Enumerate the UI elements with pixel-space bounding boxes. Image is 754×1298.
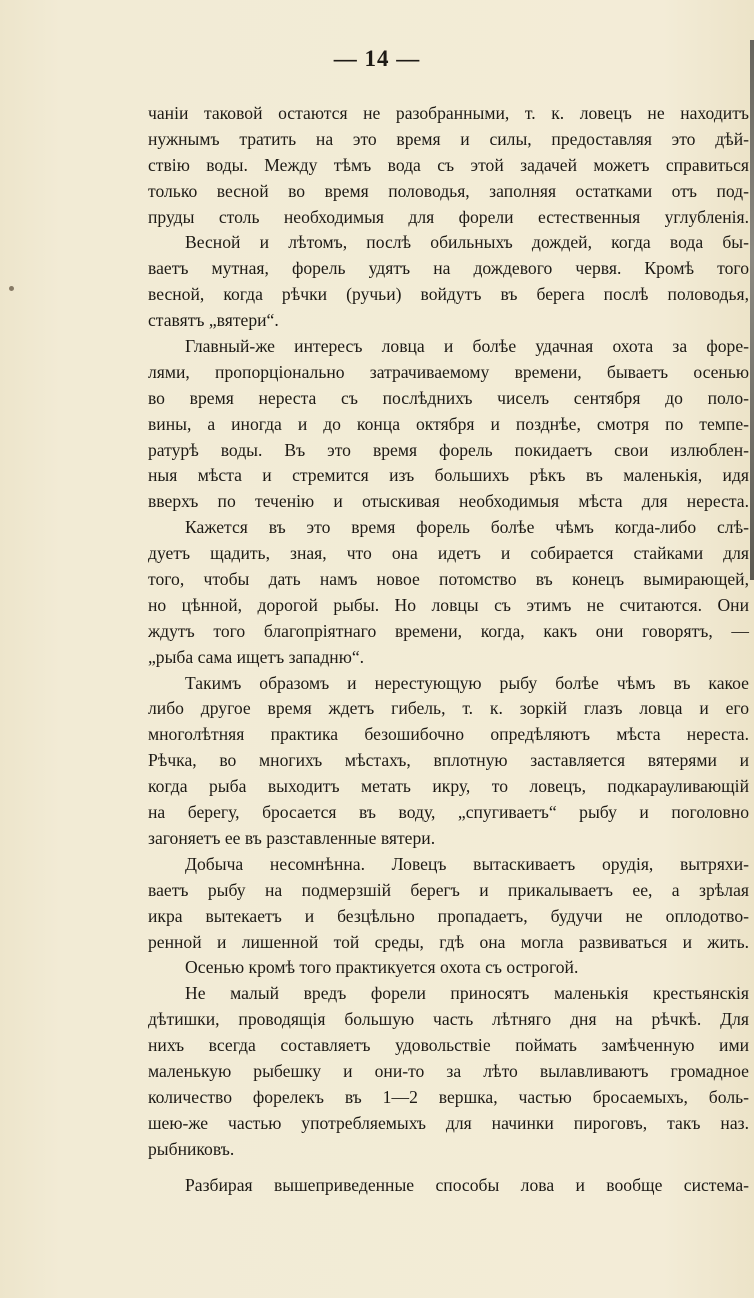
text-line: пруды столь необходимыя для форели естественныя углубленія. <box>148 206 749 227</box>
text-line: Разбирая вышеприведенные способы лова и вообще система- <box>185 1174 749 1195</box>
paragraph <box>148 1173 749 1199</box>
text-line: нужнымъ тратить на это время и силы, предоставляя это дѣй- <box>148 128 749 149</box>
paragraph <box>148 981 749 1162</box>
text-line: ставятъ „вятери“. <box>148 310 279 331</box>
text-line: дѣтишки, проводящія большую часть лѣтняго дня на рѣчкѣ. Для <box>148 1009 749 1030</box>
text-line: но цѣнной, дорогой рыбы. Но ловцы съ этимъ не считаются. Они <box>148 594 749 615</box>
text-line: Добыча несомнѣнна. Ловецъ вытаскиваетъ орудія, вытряхи- <box>185 853 749 874</box>
text-line: Осенью кромѣ того практикуется охота съ острогой. <box>185 957 579 978</box>
text-line: только весной во время половодья, заполняя остатками отъ под- <box>148 180 749 201</box>
text-line: нихъ всегда составляетъ удовольствіе поймать замѣченную ими <box>148 1035 749 1056</box>
paragraph <box>148 334 749 515</box>
text-line: рыбниковъ. <box>148 1138 235 1159</box>
paragraph <box>148 515 749 670</box>
text-line: когда рыба выходитъ метать икру, то ловецъ, подкарауливающій <box>148 776 749 797</box>
paragraph <box>148 671 749 852</box>
text-line: ренной и лишенной той среды, гдѣ она могла развиваться и жить. <box>148 931 749 952</box>
text-line: ствію воды. Между тѣмъ вода съ этой задачей можетъ справиться <box>148 154 749 175</box>
text-line: во время нереста съ послѣднихъ чиселъ сентября до поло- <box>148 387 749 408</box>
text-line: „рыба сама ищетъ западню“. <box>148 646 365 667</box>
text-line: многолѣтняя практика безошибочно опредѣляютъ мѣста нереста. <box>148 724 749 745</box>
text-line: Не малый вредъ форели приносятъ маленькія крестьянскія <box>185 983 749 1004</box>
paragraph <box>148 955 749 981</box>
paragraph <box>148 852 749 956</box>
text-line: загоняетъ ее въ разставленные вятери. <box>148 827 436 848</box>
text-line: Такимъ образомъ и нерестующую рыбу болѣе чѣмъ въ какое <box>185 672 749 693</box>
text-line: на берегу, бросается въ воду, „спугиваетъ“ рыбу и поголовно <box>148 802 749 823</box>
margin-speck <box>9 286 14 291</box>
body-text <box>148 101 749 1198</box>
text-line: Главный-же интересъ ловца и болѣе удачная охота за форе- <box>185 336 749 357</box>
page-edge-shadow <box>750 40 754 580</box>
text-line: икра вытекаетъ и безцѣльно пропадаетъ, будучи не оплодотво- <box>148 905 749 926</box>
paragraph <box>148 230 749 334</box>
text-line: ждутъ того благопріятнаго времени, когда, какъ они говорятъ, — <box>148 620 749 641</box>
text-line: ратурѣ воды. Въ это время форель покидаетъ свои излюблен- <box>148 439 749 460</box>
text-line: Кажется въ это время форель болѣе чѣмъ когда-либо слѣ- <box>185 517 749 538</box>
text-line: ныя мѣста и стремится изъ большихъ рѣкъ въ маленькія, идя <box>148 465 749 486</box>
text-line: того, чтобы дать намъ новое потомство въ конецъ вымирающей, <box>148 569 749 590</box>
text-line: вины, а иногда и до конца октября и позднѣе, смотря по темпе- <box>148 413 749 434</box>
text-line: либо другое время ждетъ гибель, т. к. зоркій глазъ ловца и его <box>148 698 749 719</box>
text-line: весной, когда рѣчки (ручьи) войдутъ въ берега послѣ половодья, <box>148 284 749 305</box>
text-line: маленькую рыбешку и они-то за лѣто вылавливаютъ громадное <box>148 1060 749 1081</box>
text-line: шею-же частью употребляемыхъ для начинки пироговъ, такъ наз. <box>148 1112 749 1133</box>
text-line: дуетъ щадить, зная, что она идетъ и собирается стайками для <box>148 543 749 564</box>
text-line: ваетъ рыбу на подмерзшій берегъ и прикалываетъ ее, а зрѣлая <box>148 879 749 900</box>
text-line: Весной и лѣтомъ, послѣ обильныхъ дождей, когда вода бы- <box>185 232 749 253</box>
text-line: Рѣчка, во многихъ мѣстахъ, вплотную заставляется вятерями и <box>148 750 749 771</box>
text-line: ваетъ мутная, форель удятъ на дождевого червя. Кромѣ того <box>148 258 749 279</box>
text-line: вверхъ по теченію и отыскивая необходимыя мѣста для нереста. <box>148 491 749 512</box>
text-line: лями, пропорціонально затрачиваемому времени, бываетъ осенью <box>148 361 749 382</box>
text-line: чаніи таковой остаются не разобранными, т. к. ловецъ не находитъ <box>148 103 749 123</box>
text-line: количество форелекъ въ 1—2 вершка, частью бросаемыхъ, боль- <box>148 1086 749 1107</box>
page-number: — 14 — <box>333 46 421 71</box>
paragraph <box>148 101 749 230</box>
